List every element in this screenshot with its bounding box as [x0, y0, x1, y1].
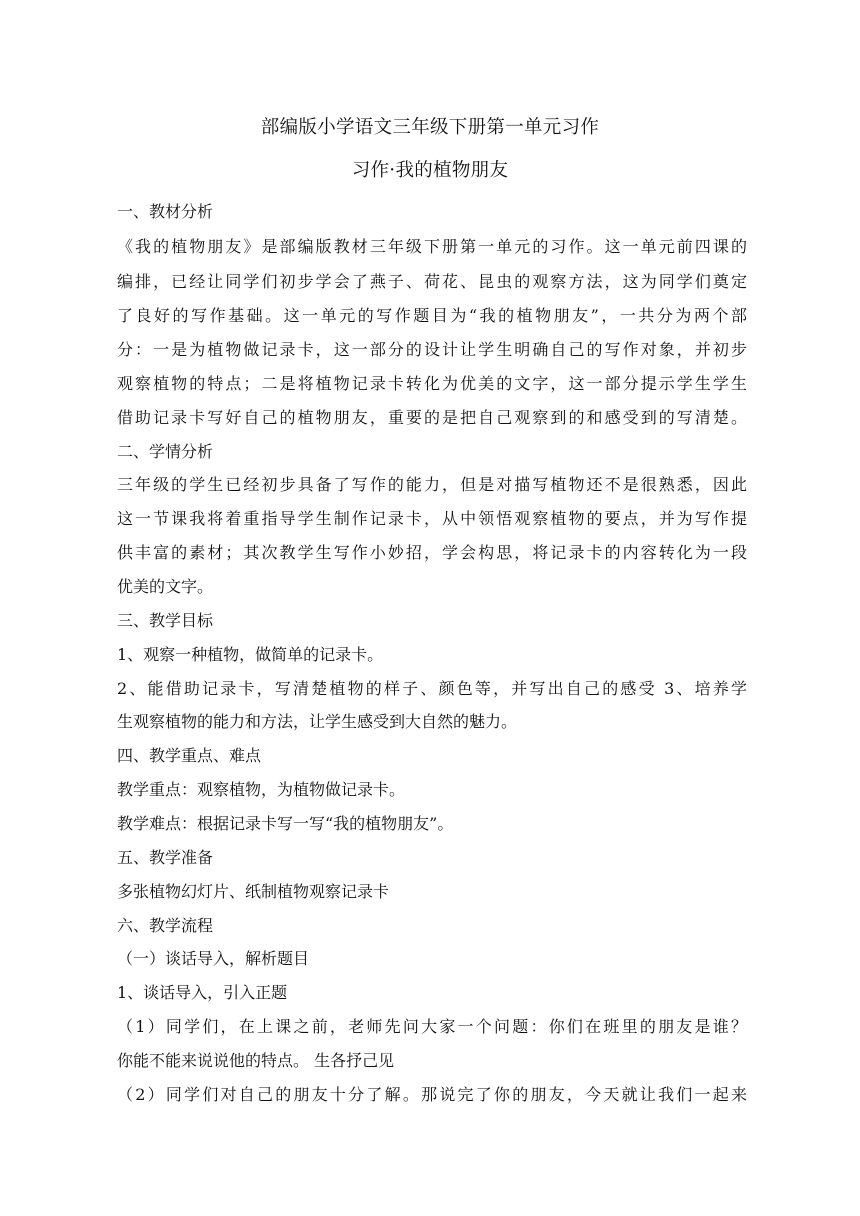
section-heading: 四、教学重点、难点	[117, 746, 262, 765]
document-title: 部编版小学语文三年级下册第一单元习作	[260, 117, 600, 138]
section-heading: 一、教材分析	[117, 202, 214, 221]
paragraph-line: 2、能借助记录卡，写清楚植物的样子、颜色等，并写出自己的感受 3、培养学	[117, 679, 747, 698]
paragraph-line: 生观察植物的能力和方法，让学生感受到大自然的魅力。	[117, 712, 518, 731]
paragraph-line: 供丰富的素材；其次教学生写作小妙招，学会构思，将记录卡的内容转化为一段	[117, 543, 747, 562]
document-subtitle: 习作·我的植物朋友	[351, 160, 509, 181]
section-heading: 五、教学准备	[117, 848, 214, 867]
section-heading: 六、教学流程	[117, 916, 214, 935]
paragraph-line: （2）同学们对自己的朋友十分了解。那说完了你的朋友，今天就让我们一起来	[117, 1085, 747, 1104]
paragraph-line: 教学难点：根据记录卡写一写“我的植物朋友”。	[117, 814, 454, 833]
paragraph-line: 借助记录卡写好自己的植物朋友，重要的是把自己观察到的和感受到的写清楚。	[117, 408, 747, 427]
paragraph-line: 多张植物幻灯片、纸制植物观察记录卡	[117, 882, 390, 901]
paragraph-line: 你能不能来说说他的特点。 生各抒己见	[117, 1051, 395, 1070]
paragraph-line: 了良好的写作基础。这一单元的写作题目为“我的植物朋友”，一共分为两个部	[117, 306, 747, 325]
section-heading: 三、教学目标	[117, 611, 214, 630]
paragraph-line: 教学重点：观察植物，为植物做记录卡。	[117, 780, 406, 799]
paragraph-line: 这一节课我将着重指导学生制作记录卡，从中领悟观察植物的要点，并为写作提	[117, 509, 747, 528]
paragraph-line: 三年级的学生已经初步具备了写作的能力，但是对描写植物还不是很熟悉，因此	[117, 475, 747, 494]
paragraph-line: 《我的植物朋友》是部编版教材三年级下册第一单元的习作。这一单元前四课的	[117, 237, 747, 256]
paragraph-line: 编排，已经让同学们初步学会了燕子、荷花、昆虫的观察方法，这为同学们奠定	[117, 272, 747, 291]
section-heading: 二、学情分析	[117, 442, 214, 461]
paragraph-line: 分：一是为植物做记录卡，这一部分的设计让学生明确自己的写作对象，并初步	[117, 340, 747, 359]
paragraph-line: 观察植物的特点；二是将植物记录卡转化为优美的文字，这一部分提示学生学生	[117, 374, 747, 393]
paragraph-line: 优美的文字。	[117, 577, 214, 596]
paragraph-line: 1、观察一种植物，做简单的记录卡。	[117, 645, 384, 664]
paragraph-line: （1）同学们，在上课之前，老师先问大家一个问题：你们在班里的朋友是谁？	[117, 1017, 747, 1036]
paragraph-line: 1、谈话导入，引入正题	[117, 983, 288, 1002]
subsection-heading: （一）谈话导入，解析题目	[117, 949, 310, 968]
